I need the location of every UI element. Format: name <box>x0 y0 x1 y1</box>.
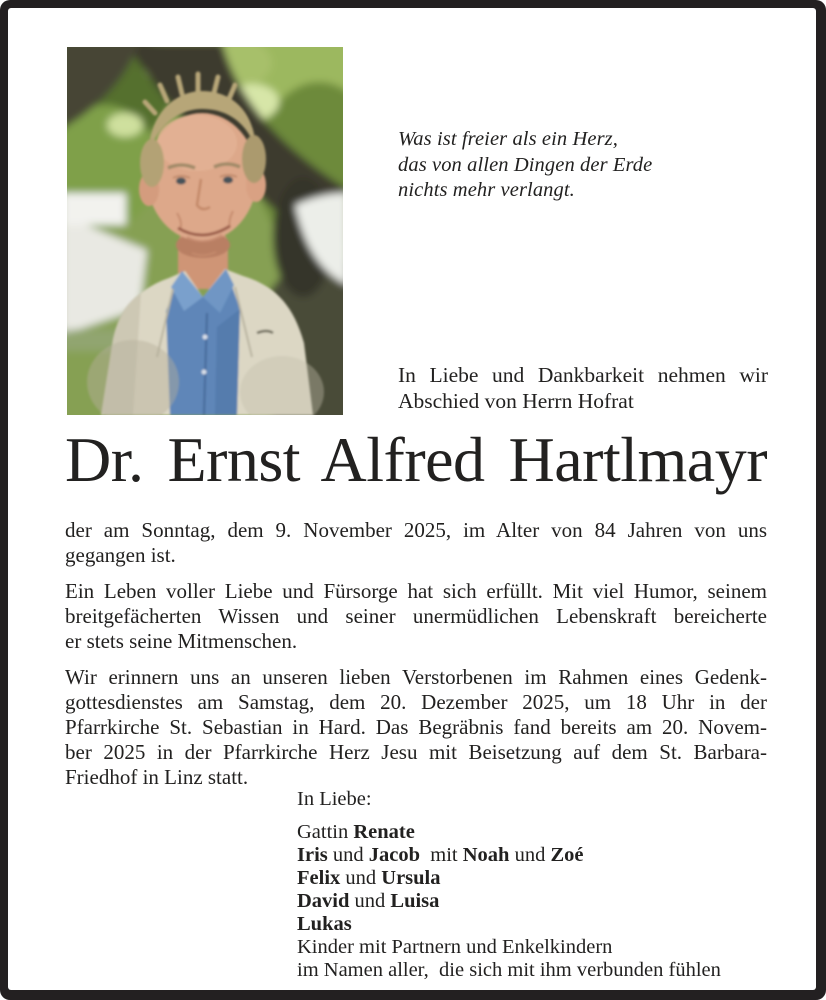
portrait-photo <box>67 47 343 415</box>
obituary-paragraph <box>65 579 767 654</box>
text-line: Pfarrkirche St. Sebastian in Hard. Das Begräbnis fand bereits am 20. Novem- <box>65 715 767 739</box>
text-line: gegangen ist. <box>65 543 176 567</box>
deceased-name: Dr. Ernst Alfred Hartlmayr <box>65 424 767 495</box>
family-line: Gattin Renate <box>297 821 415 843</box>
text-line: ber 2025 in der Pfarrkirche Herz Jesu mit Beisetzung auf dem St. Barbara- <box>65 740 767 764</box>
closing-salutation: In Liebe: <box>297 788 372 810</box>
family-line: im Namen aller, die sich mit ihm verbunden fühlen <box>297 959 721 981</box>
text-line: Abschied von Herrn Hofrat <box>398 388 634 413</box>
family-line: Lukas <box>297 913 352 935</box>
family-list <box>297 821 777 982</box>
closing-block <box>297 788 777 982</box>
text-line: er stets seine Mitmenschen. <box>65 629 298 653</box>
text-line: Wir erinnern uns an unseren lieben Verstorbenen im Rahmen eines Gedenk- <box>65 665 767 689</box>
text-line: nichts mehr verlangt. <box>398 179 575 201</box>
text-line: Ein Leben voller Liebe und Fürsorge hat sich erfüllt. Mit viel Humor, seinem <box>65 579 767 603</box>
text-line: breitgefächerten Wissen und seiner unermüdlichen Lebenskraft bereicherte <box>65 604 767 628</box>
obituary-paragraph <box>65 665 767 790</box>
obituary-card <box>8 8 816 990</box>
family-line: Kinder mit Partnern und Enkelkindern <box>297 936 613 958</box>
text-line: das von allen Dingen der Erde <box>398 153 653 176</box>
text-line: In Liebe und Dankbarkeit nehmen wir <box>398 363 768 387</box>
epigraph-quote <box>398 127 760 204</box>
text-line: Friedhof in Linz statt. <box>65 765 249 789</box>
family-line: Felix und Ursula <box>297 867 441 889</box>
text-line: gottesdienstes am Samstag, dem 20. Dezember 2025, um 18 Uhr in der <box>65 690 767 714</box>
obituary-paragraph <box>65 518 767 568</box>
family-line: Iris und Jacob mit Noah und Zoé <box>297 844 584 866</box>
family-line: David und Luisa <box>297 890 440 912</box>
intro-text <box>398 363 768 414</box>
text-line: Was ist freier als ein Herz, <box>398 128 618 150</box>
text-line: der am Sonntag, dem 9. November 2025, im Alter von 84 Jahren von uns <box>65 518 767 542</box>
obituary-body <box>65 518 767 801</box>
